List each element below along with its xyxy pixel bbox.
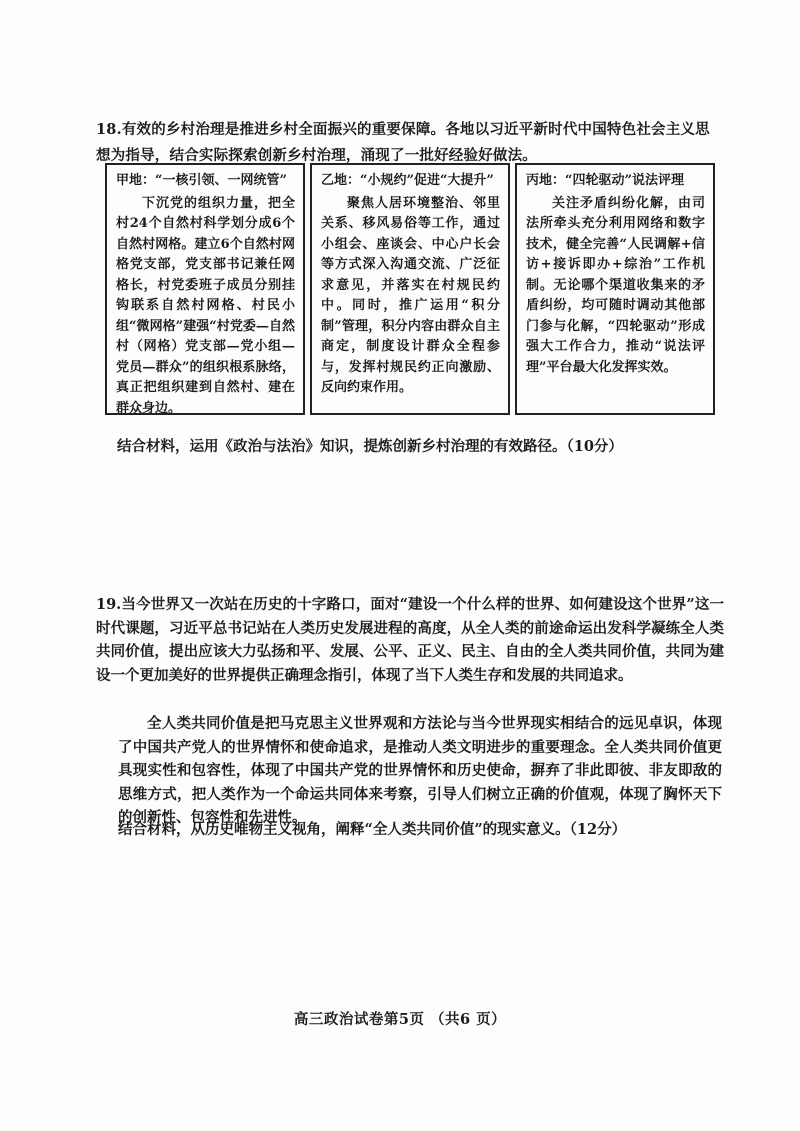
material-box-title: 乙地：“小规约”促进“大提升” xyxy=(321,173,494,188)
question-19-stem: 19.当今世界又一次站在历史的十字路口，面对“建设一个什么样的世界、如何建设这个世界”这一时代课题，习近平总书记站在人类历史发展进程的高度，从全人类的前途命运出发科学凝练全人类共同价值，提出应该大力弘扬和平、发展、公平、正义、民主、自由的全人类共同价值，共同为建设一个更加美好的世界提供正确理念指引，体现了当下人类生存和发展的共同追求。 xyxy=(96,596,724,684)
question-18-material-boxes xyxy=(105,163,715,421)
material-box-body: 下沉党的组织力量，把全村24个自然村科学划分成6个自然村网格。建立6个自然村网格党支部，党支部书记兼任网格长，村党委班子成员分别挂钩联系自然村网格、村民小组“微网格”建强“村党委—自然村（网格）党支部—党小组—党员—群众”的组织根系脉络，真正把组织建到自然村、建在群众身边。 xyxy=(116,195,295,416)
material-box-body: 聚焦人居环境整治、邻里关系、移风易俗等工作，通过小组会、座谈会、中心户长会等方式深入沟通交流、广泛征求意见，并落实在村规民约中。同时，推广运用“积分制”管理，积分内容由群众自主商定，制度设计群众全程参与，发挥村规民约正向激励、反向约束作用。 xyxy=(321,195,500,395)
material-box-jia xyxy=(105,163,305,415)
question-19-material: 全人类共同价值是把马克思主义世界观和方法论与当今世界现实相结合的远见卓识，体现了中国共产党人的世界情怀和使命追求，是推动人类文明进步的重要理念。全人类共同价值更具现实性和包容性，体现了中国共产党的世界情怀和历史使命，摒弃了非此即彼、非友即敌的思维方式，把人类作为一个命运共同体来考察，引导人们树立正确的价值观，体现了胸怀天下的创新性、包容性和先进性。 xyxy=(118,715,722,826)
material-box-title: 丙地：“四轮驱动”说法评理 xyxy=(526,173,684,188)
material-box-title: 甲地：“一核引领、一网统管” xyxy=(116,173,287,188)
material-box-bing xyxy=(515,163,715,415)
material-box-body: 关注矛盾纠纷化解，由司法所牵头充分利用网络和数字技术，健全完善“人民调解+信访+接诉即办+综治”工作机制。无论哪个渠道收集来的矛盾纠纷，均可随时调动其他部门参与化解，“四轮驱动”形成强大工作合力，推动“说法评理”平台最大化发挥实效。 xyxy=(526,195,705,375)
question-18-task: 结合材料，运用《政治与法治》知识，提炼创新乡村治理的有效路径。（10分） xyxy=(117,438,623,455)
page-footer: 高三政治试卷第5页 （共6 页） xyxy=(293,1011,507,1028)
question-18-stem: 18.有效的乡村治理是推进乡村全面振兴的重要保障。各地以习近平新时代中国特色社会主义思想为指导，结合实际探索创新乡村治理，涌现了一批好经验好做法。 xyxy=(96,121,710,164)
material-box-yi xyxy=(310,163,510,415)
question-19-task: 结合材料，从历史唯物主义视角，阐释“全人类共同价值”的现实意义。（12分） xyxy=(118,821,627,838)
